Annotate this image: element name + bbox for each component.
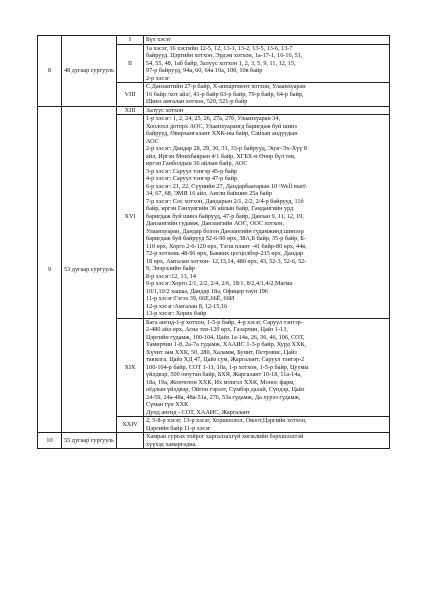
description-line: Залуус хотхон (146, 106, 184, 114)
school-name: 53 дугаар сургууль (62, 106, 117, 433)
description-line: оёдлын үйлдвэр, Ойгон гэрэлт, Сүмбэр далай, Сүндэр, Цайз (146, 386, 305, 393)
description-line: 100-104-р байр, СОТ 1-11, 10а, 1-р хотхон, 1-5-р байр, Цуумы (146, 363, 309, 371)
description-line: 2-р хэсэг: Дандар 28, 29, 30, 31, 33-р байрууд, Эцэг-Эх-Хүү 8 (146, 145, 308, 152)
description-line: хүүхэд хамаргадна. (146, 440, 197, 448)
description-line: 7-р хэсэг: Сос хотхон, Дандарын 2/1, 2/2, 2/4-р байрууд, 11б (146, 197, 304, 205)
description-line: Сүман гүн ХХК (146, 401, 189, 408)
district-code: XIX (117, 318, 144, 417)
description-line: Хамран сургах тойрог харгалзахгүй хөгжлийн бэрхшээлтэй (146, 433, 304, 440)
description-line: айл, Иргэн Мөнхбаярын 4/1 байр, ХГБХ-н Өнөр бүл тев, (146, 152, 296, 160)
description-line: Хүчит зам ХХК, 50, 280, Халамж, Бунит, Петровис, Цайз (146, 348, 297, 356)
district-description (144, 106, 390, 115)
description-line: тавилга, Цайз ХД 47, Цайз сум, Жаргалант, Саруул тэнгэр-2 (146, 356, 305, 363)
description-line: АОС (146, 137, 159, 145)
description-line: байрууд. Цэргийн хотхон, Эрдэм хотхон, 1а-17-1, 16-16, 51, (146, 52, 303, 59)
district-description (144, 36, 390, 45)
description-line: Бүх хэсэг (146, 36, 171, 43)
description-line: Бага ангид-1-р хотхон, 1-5-р байр, 4-р хэсэг, Саруул тэнгэр- (146, 318, 303, 326)
district-code: VIII (117, 83, 144, 107)
row-number: 9 (38, 106, 62, 433)
description-line: байр, иргэн Ганхуягийн 36 айлын байр, Гандангийн урд (146, 205, 294, 212)
description-line: иргэн Ганболдын 36 айлын байр, АОС (146, 160, 248, 167)
table-row (38, 106, 390, 115)
description-line: 16 байр /хот айл/, 41-р байр 63-р байр, 79-р байр, 64-р байр, (146, 90, 304, 98)
table-body (38, 36, 390, 449)
description-line: 97-р байрууд, 94а, 60, 64а 10а, 10б, 10в байр (146, 67, 263, 74)
school-name: 55 дугаар сургууль (62, 433, 117, 449)
description-line: С.Данзангийн 27-р байр, Х-аппартмент хотхон, Улаанхуаран (146, 83, 306, 90)
description-line: 1а хэсэг, 16 хэсгийн 12-5, 12, 13-1, 13-2, 13-5, 13-6, 13-7 (146, 44, 293, 52)
description-line: 2-480 айл өрх, Асиа тев-120 өрх, Газарчин, Цайз 1-13, (146, 326, 288, 333)
description-line: 12-р хэсэг:Амгалан 8, 12-15,16 (146, 302, 228, 310)
district-description (144, 115, 390, 319)
district-code: II (117, 44, 144, 83)
row-number: 10 (38, 433, 62, 449)
description-line: 9, Энэрэлийн байр (146, 265, 195, 272)
description-line: баригдаж буй шинэ байрууд, 47-р байр, Данзан 9, 11, 12, 19, (146, 212, 304, 220)
description-line: 3-р хэсэг: Саруул тэнгэр 45-р байр (146, 167, 238, 175)
district-code: XVI (117, 115, 144, 319)
district-description (144, 44, 390, 83)
description-line: 10/1,10/2 хашаа, Дандар 18а, Офицер таун 196 (146, 287, 268, 295)
description-line: Тамирчин 1-8, 2а-7а гудамж, ХААИС 1-3-р байр, Хурд ХХК, (146, 341, 307, 348)
description-line: 9-р хэсэг:Хорго 2/1, 2/2, 2/4, 2/6, 18/1, 8/2,4/1,4/2,Магма (146, 280, 293, 287)
document-page (37, 35, 390, 449)
table-row (38, 433, 390, 449)
description-line: байрууд, Өвөрхангалант ХХК-ны байр, Сайхан андуудын (146, 130, 298, 137)
school-district-table (37, 35, 390, 449)
description-line: Цэргийн байр 11-р хэсэг (146, 424, 211, 432)
description-line: 4-р хэсэг: Саруул тэнгэр 47-р байр (146, 175, 238, 182)
description-line: 2, 5-8-р хэсэг, 13-р хэсэг, Хоршоолол, Овоот,Цэргийн хотхон, (146, 417, 307, 424)
description-line: 18а, 19а, Жончотон ХХК, Их монгол ХХК, Монос фарм, (146, 378, 295, 386)
district-code (117, 433, 144, 449)
description-line: Данзангийн гудамж, Данзангийн АОС, ООС хотхон, (146, 220, 285, 227)
table-row (38, 36, 390, 45)
description-line: 18 өрх, Амгалан хотхон- 12,13,14, 480 өрх, 43, 52-3, 52-6, 52- (146, 257, 307, 265)
description-line: үйлдвэр, 500 оюутан байр, БХЯ, Жаргалант 10-18, 11а-14а, (146, 371, 302, 378)
description-line: 24-59, 24а-48а, 48а-51а, 276, 53а гудамж, Да хурээ гудамж, (146, 393, 301, 401)
description-line: 1-р хэсэг: 1, 2, 24, 25, 26, 27а, 27б, Улаанхуаран 34, (146, 115, 281, 122)
description-line: 72-р хотхонь 48-96 өрх, Баяжих цогцолбор-215 өрх, Дандар (146, 250, 304, 257)
district-description (144, 318, 390, 417)
description-line: 13-р хэсэг: Хорих байр (146, 310, 207, 317)
description-line: 8-р хэсэг:12, 13, 14 (146, 272, 196, 280)
description-line: 11-р хэсэг:Гэгээ 39, 66Е,66Ё, 66И (146, 295, 235, 302)
description-line: 2-р хэсэг (146, 74, 170, 82)
description-line: 110 өрх, Хорго 2-6-120 өрх, Тэгш плант -41 байр-80 өрх, 44в, (146, 242, 307, 250)
description-line: 6-р хэсэг: 21, 22, Сүүнийн 27, Дандарбаатарын 10 \Well mart\ (146, 182, 307, 190)
district-description (144, 83, 390, 107)
description-line: Хоолоол доторх АОС, Улаанхуарангд баригдаж буй шинэ (146, 122, 297, 130)
description-line: Цэргийн гудамж, 100-104, Цайз 1а-14а, 26, 36, 46, 106, СОТ, (146, 333, 305, 341)
district-code: XXIV (117, 417, 144, 433)
description-line: Дунд ангид - СОТ, ХААИС, Жаргалант (146, 408, 250, 416)
district-description (144, 417, 390, 433)
district-code: XIII (117, 106, 144, 115)
district-code: I (117, 36, 144, 45)
description-line: 54, 55, 48, 1аб байр, Залуус хотхон 1, 2, 3, 5, 9, 11, 12, 15, (146, 59, 296, 67)
description-line: баригдаж буй байрууд 52-6-90 өрх, 38А,Б байр, 35-р байр, Б- (146, 235, 306, 242)
description-line: 34, 67, 68, ЭМЯ 16 айл, Англи байшин 25а байр (146, 190, 272, 197)
school-name: 48 дугаар сургууль (62, 36, 117, 107)
description-line: Улаанхуаран, Дандар болон Данзангийн гудамжинд шинээр (146, 227, 304, 235)
row-number: 8 (38, 36, 62, 107)
district-description (144, 433, 390, 449)
description-line: Шинэ амгалан хотхон, 520, 521-р байр (146, 98, 248, 105)
